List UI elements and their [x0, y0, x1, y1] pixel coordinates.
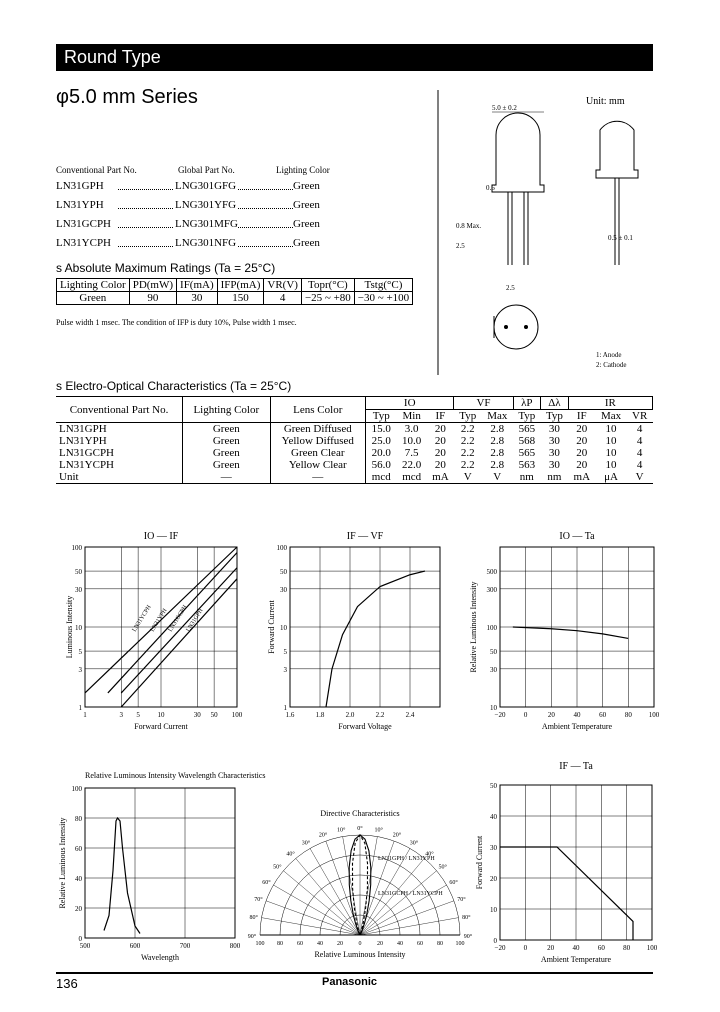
chart-title: Relative Luminous Intensity Wavelength Characteristics [85, 771, 266, 780]
eo-cell: 4 [636, 435, 643, 447]
x-tick-label: 40 [573, 711, 581, 719]
series-line [513, 627, 629, 638]
parts-header-global: Global Part No. [178, 165, 235, 175]
eo-cell: 10 [605, 459, 617, 471]
abs-max-header: Tstg(°C) [354, 279, 412, 292]
x-tick-label: 60 [597, 944, 605, 952]
x-tick-label: 10 [157, 711, 165, 719]
x-tick-label: 60 [599, 711, 607, 719]
x-tick-label: 800 [229, 942, 241, 950]
y-tick-label: 300 [486, 585, 497, 594]
leader-dots [118, 189, 173, 190]
eo-cell: 20.0 [371, 447, 391, 459]
eo-subheader: Typ [372, 410, 390, 422]
abs-max-header: Topr(°C) [301, 279, 354, 292]
angle-label: 70° [457, 897, 466, 904]
chart-title: Directive Characteristics [320, 809, 400, 818]
eo-header: Δλ [541, 397, 569, 410]
chart-if-ta [470, 755, 660, 965]
radial-tick-label: 60 [417, 941, 423, 947]
eo-header: IR [568, 397, 652, 410]
radial-tick-label: 0 [358, 941, 362, 947]
x-tick-label: 20 [547, 711, 555, 719]
eo-cell: V [463, 471, 472, 483]
eo-cell: 2.2 [460, 447, 475, 459]
eo-cell: 22.0 [402, 459, 422, 471]
y-tick-label: 80 [75, 815, 82, 823]
angle-label: 20° [392, 832, 402, 839]
part-global: LNG301NFG [175, 237, 237, 249]
abs-max-cell: −30 ~ +100 [354, 292, 412, 305]
y-tick-label: 100 [71, 785, 82, 793]
page-number: 136 [56, 976, 78, 991]
radial-tick-label: 20 [377, 941, 383, 947]
y-tick-label: 100 [486, 624, 497, 632]
y-tick-label: 0 [78, 935, 82, 943]
y-tick-label: 20 [490, 875, 497, 883]
x-tick-label: 100 [648, 711, 660, 719]
y-axis-label: Forward Current [475, 835, 484, 890]
eo-subheader: IF [435, 410, 446, 422]
eo-header: λP [513, 397, 541, 410]
eo-cell: 568 [518, 435, 536, 447]
eo-cell: 30 [548, 435, 560, 447]
abs-max-title: s Absolute Maximum Ratings (Ta = 25°C) [56, 261, 276, 275]
leader-dots [238, 189, 293, 190]
y-tick-label: 40 [75, 875, 82, 883]
eo-cell: 2.2 [460, 459, 475, 471]
x-tick-label: −20 [494, 944, 506, 952]
abs-max-header: VR(V) [264, 279, 302, 292]
radial-tick-label: 100 [255, 941, 265, 947]
bullet: s [56, 261, 65, 275]
x-tick-label: 80 [623, 944, 631, 952]
eo-cell: 2.8 [490, 435, 505, 447]
angle-label: 10° [374, 827, 383, 834]
eo-cell: 10 [605, 423, 617, 435]
angle-label: 70° [254, 897, 263, 904]
eo-subheader: Typ [459, 410, 477, 422]
dim-l1: 2.5 [506, 284, 515, 292]
series-label: LN31YPH [149, 607, 169, 634]
eo-cell: Green Diffused [270, 423, 365, 436]
eo-cell: 30 [548, 423, 560, 435]
eo-cell: Unit [56, 471, 183, 484]
x-tick-label: 2.0 [345, 711, 355, 719]
y-tick-label: 30 [490, 665, 497, 674]
leader-dots [118, 208, 173, 209]
eo-subheader: VR [632, 410, 648, 422]
y-tick-label: 3 [283, 665, 287, 674]
eo-cell: 10.0 [402, 435, 422, 447]
eo-cell: 30 [548, 459, 560, 471]
series-label: LN31GCPH / LN31YCPH [378, 891, 443, 897]
eo-cell: 20 [434, 459, 446, 471]
part-conv: LN31YCPH [56, 237, 112, 249]
chart-title: IF — Ta [559, 761, 593, 772]
y-tick-label: 10 [490, 704, 497, 712]
y-tick-label: 0 [493, 937, 497, 945]
abs-max-header: PD(mW) [129, 279, 176, 292]
eo-cell: 2.8 [490, 423, 505, 435]
abs-max-cell: 90 [129, 292, 176, 305]
pin-cathode: 2: Cathode [596, 361, 627, 369]
eo-title: s Electro-Optical Characteristics (Ta = 25°C) [56, 379, 292, 393]
eo-cell: 25.0 [371, 435, 391, 447]
eo-cell: LN31YCPH [56, 459, 183, 471]
eo-cell: LN31YPH [56, 435, 183, 447]
x-tick-label: 3 [119, 711, 124, 719]
eo-cell: mcd [402, 471, 422, 483]
abs-max-table [56, 278, 413, 305]
eo-cell: Green Clear [270, 447, 365, 459]
eo-cell: Green [183, 423, 270, 436]
part-color: Green [293, 218, 320, 230]
eo-cell: 7.5 [404, 447, 419, 459]
part-color: Green [293, 180, 320, 192]
abs-max-header: IFP(mA) [217, 279, 264, 292]
y-tick-label: 50 [490, 648, 497, 657]
x-tick-label: 500 [79, 942, 91, 950]
part-global: LNG301YFG [175, 199, 237, 211]
angle-label: 60° [262, 880, 271, 886]
abs-max-header: Lighting Color [57, 279, 130, 292]
eo-cell: LN31GPH [56, 423, 183, 436]
dim-l4: 0.5 ± 0.1 [608, 234, 633, 242]
eo-subheader: Typ [545, 410, 563, 422]
chart-if-vf [262, 525, 452, 735]
x-axis-label: Wavelength [140, 953, 180, 962]
y-tick-label: 10 [280, 624, 287, 632]
eo-cell: 20 [576, 423, 588, 435]
table-row [56, 447, 653, 459]
eo-cell: 20 [434, 447, 446, 459]
series-label: LN31GCPH [167, 604, 189, 634]
series-title: φ5.0 mm Series [56, 86, 198, 108]
eo-cell: 2.2 [460, 435, 475, 447]
angle-label: 30° [409, 840, 419, 847]
brand-logo: Panasonic [322, 976, 378, 988]
angle-label: 90° [463, 934, 473, 940]
x-tick-label: 100 [646, 944, 658, 952]
radial-tick-label: 20 [337, 941, 343, 947]
eo-cell: Yellow Clear [270, 459, 365, 471]
x-tick-label: 30 [193, 711, 201, 719]
unit-label: Unit: mm [586, 96, 625, 107]
y-axis-label: Forward Current [267, 600, 276, 654]
part-conv: LN31GPH [56, 180, 104, 192]
plot-frame [85, 788, 235, 938]
dim-l3: 0.8 Max. [456, 222, 482, 230]
eo-subheader: Max [600, 410, 622, 422]
table-row [56, 435, 653, 447]
eo-cell: 2.8 [490, 459, 505, 471]
part-conv: LN31GCPH [56, 218, 112, 230]
series-label: LN31GPH / LN31YPH [378, 856, 435, 862]
angle-label: 20° [318, 832, 328, 839]
eo-cell: nm [519, 471, 534, 483]
x-tick-label: 600 [129, 942, 141, 950]
leader-dots [238, 246, 293, 247]
table-row [56, 459, 653, 471]
abs-max-cell: −25 ~ +80 [301, 292, 354, 305]
y-tick-label: 500 [486, 568, 497, 577]
radial-tick-label: 40 [317, 941, 323, 947]
abs-max-cell: 150 [217, 292, 264, 305]
part-color: Green [293, 237, 320, 249]
angle-label: 90° [247, 934, 257, 940]
radial-tick-label: 40 [397, 941, 403, 947]
eo-cell: 20 [576, 435, 588, 447]
x-tick-label: −20 [494, 711, 506, 719]
x-axis-label: Relative Luminous Intensity [314, 950, 406, 959]
abs-max-note: Pulse width 1 msec. The condition of IFP is duty 10%, Pulse width 1 msec. [56, 318, 297, 327]
y-tick-label: 50 [490, 782, 497, 790]
y-tick-label: 100 [71, 544, 82, 552]
y-tick-label: 5 [78, 648, 82, 657]
eo-cell: 563 [518, 459, 536, 471]
eo-cell: 30 [548, 447, 560, 459]
y-tick-label: 1 [283, 704, 287, 712]
angle-label: 80° [249, 915, 258, 922]
x-axis-label: Forward Voltage [338, 722, 392, 731]
angle-label: 80° [462, 915, 471, 922]
angle-label: 10° [337, 827, 346, 834]
table-row [56, 471, 653, 484]
series-label: LN31YCPH [131, 604, 153, 634]
y-tick-label: 30 [75, 585, 82, 594]
angle-label: 0° [357, 826, 363, 832]
eo-cell: 15.0 [371, 423, 391, 435]
eo-subheader: Min [402, 410, 421, 422]
abs-max-cell: Green [57, 292, 130, 305]
x-tick-label: 1.6 [285, 711, 295, 719]
eo-cell: 10 [605, 447, 617, 459]
series-line [121, 568, 237, 693]
x-tick-label: 0 [523, 711, 528, 719]
y-axis-label: Luminous Intensity [65, 595, 74, 659]
eo-cell: 2.2 [460, 423, 475, 435]
chart-title: IO — IF [143, 531, 179, 542]
leader-dots [238, 227, 293, 228]
x-tick-label: 40 [572, 944, 580, 952]
eo-subheader: IF [576, 410, 587, 422]
abs-max-cell: 4 [264, 292, 302, 305]
eo-cell: 3.0 [404, 423, 419, 435]
eo-cell: V [635, 471, 644, 483]
series-label: LN31GPH [185, 607, 205, 634]
eo-subheader: Typ [518, 410, 536, 422]
angle-label: 40° [286, 851, 295, 858]
eo-cell: μA [604, 471, 618, 483]
y-tick-label: 3 [78, 665, 82, 674]
dim-l5: 2.5 [456, 242, 465, 250]
parts-header-color: Lighting Color [276, 165, 330, 175]
angle-label: 50° [273, 864, 282, 871]
section-header: Round Type [56, 44, 653, 71]
leader-dots [118, 246, 173, 247]
y-tick-label: 30 [490, 844, 497, 852]
eo-cell: 20 [434, 435, 446, 447]
part-conv: LN31YPH [56, 199, 104, 211]
abs-max-header: IF(mA) [177, 279, 218, 292]
eo-header: IO [366, 397, 454, 410]
eo-header: Conventional Part No. [56, 397, 183, 423]
x-tick-label: 100 [231, 711, 243, 719]
y-tick-label: 60 [75, 845, 82, 853]
eo-cell: mA [432, 471, 449, 483]
y-tick-label: 20 [75, 905, 82, 913]
chart-title: IF — VF [346, 531, 384, 542]
eo-header: Lens Color [270, 397, 365, 423]
x-tick-label: 50 [210, 711, 218, 719]
series-line [121, 579, 237, 707]
y-tick-label: 10 [490, 906, 497, 914]
eo-cell: 10 [605, 435, 617, 447]
x-tick-label: 2.4 [405, 711, 415, 719]
eo-header: Lighting Color [183, 397, 270, 423]
x-axis-label: Ambient Temperature [540, 955, 612, 964]
eo-cell: Yellow Diffused [270, 435, 365, 447]
x-axis-label: Forward Current [134, 722, 188, 731]
series-line [104, 818, 140, 934]
eo-cell: 4 [636, 423, 643, 435]
chart-title: IO — Ta [559, 531, 595, 542]
radial-tick-label: 80 [277, 941, 283, 947]
x-tick-label: 700 [179, 942, 191, 950]
angle-label: 40° [425, 851, 434, 858]
eo-cell: 20 [434, 423, 446, 435]
y-tick-label: 50 [280, 568, 287, 577]
chart-io-if [60, 525, 250, 735]
y-tick-label: 50 [75, 568, 82, 577]
leader-dots [118, 227, 173, 228]
part-global: LNG301MFG [175, 218, 238, 230]
y-axis-label: Relative Luminous Intensity [469, 581, 478, 673]
y-tick-label: 100 [276, 544, 287, 552]
y-tick-label: 5 [283, 648, 287, 657]
eo-header: VF [454, 397, 513, 410]
eo-cell: V [493, 471, 502, 483]
eo-cell: Green [183, 435, 270, 447]
bullet: s [56, 379, 66, 393]
eo-cell: 4 [636, 447, 643, 459]
y-tick-label: 30 [280, 585, 287, 594]
eo-cell: 56.0 [371, 459, 391, 471]
leader-dots [238, 208, 293, 209]
footer-rule [56, 972, 653, 974]
y-tick-label: 1 [78, 704, 82, 712]
x-axis-label: Ambient Temperature [541, 722, 613, 731]
eo-cell: mA [573, 471, 591, 483]
x-tick-label: 80 [624, 711, 632, 719]
x-tick-label: 2.2 [375, 711, 385, 719]
series-line [500, 847, 633, 940]
dim-dia: 5.0 ± 0.2 [492, 104, 517, 112]
radial-tick-label: 80 [437, 941, 443, 947]
eo-cell: 20 [576, 459, 588, 471]
table-row [56, 423, 653, 436]
eo-cell: mcd [371, 471, 391, 483]
chart-io-ta [464, 525, 664, 735]
angle-label: 50° [438, 864, 447, 871]
dimension-drawing [436, 90, 656, 380]
angle-label: 30° [301, 840, 311, 847]
eo-cell: 2.8 [490, 447, 505, 459]
radial-tick-label: 100 [455, 941, 465, 947]
x-tick-label: 1 [83, 711, 87, 719]
eo-cell: Green [183, 447, 270, 459]
dim-l2: 0.6 [486, 184, 495, 192]
chart-directive [248, 800, 473, 965]
angle-label: 60° [449, 880, 458, 886]
eo-cell: 565 [518, 447, 536, 459]
abs-max-cell: 30 [177, 292, 218, 305]
eo-cell: 565 [518, 423, 536, 435]
x-tick-label: 0 [523, 944, 528, 952]
eo-cell: — [270, 471, 365, 484]
eo-cell: — [183, 471, 270, 484]
eo-cell: 20 [576, 447, 588, 459]
y-tick-label: 40 [490, 813, 497, 821]
y-axis-label: Relative Luminous Intensity [58, 817, 67, 909]
x-tick-label: 1.8 [315, 711, 325, 719]
part-color: Green [293, 199, 320, 211]
eo-cell: Green [183, 459, 270, 471]
eo-subheader: Max [487, 410, 508, 422]
eo-cell: LN31GCPH [56, 447, 183, 459]
eo-cell: 4 [636, 459, 643, 471]
y-tick-label: 10 [75, 624, 82, 632]
parts-header-conv: Conventional Part No. [56, 165, 137, 175]
x-tick-label: 5 [136, 711, 140, 719]
part-global: LNG301GFG [175, 180, 237, 192]
eo-cell: nm [547, 471, 562, 483]
x-tick-label: 20 [547, 944, 555, 952]
pin-anode: 1: Anode [596, 351, 622, 359]
eo-table [56, 396, 653, 484]
radial-tick-label: 60 [297, 941, 303, 947]
